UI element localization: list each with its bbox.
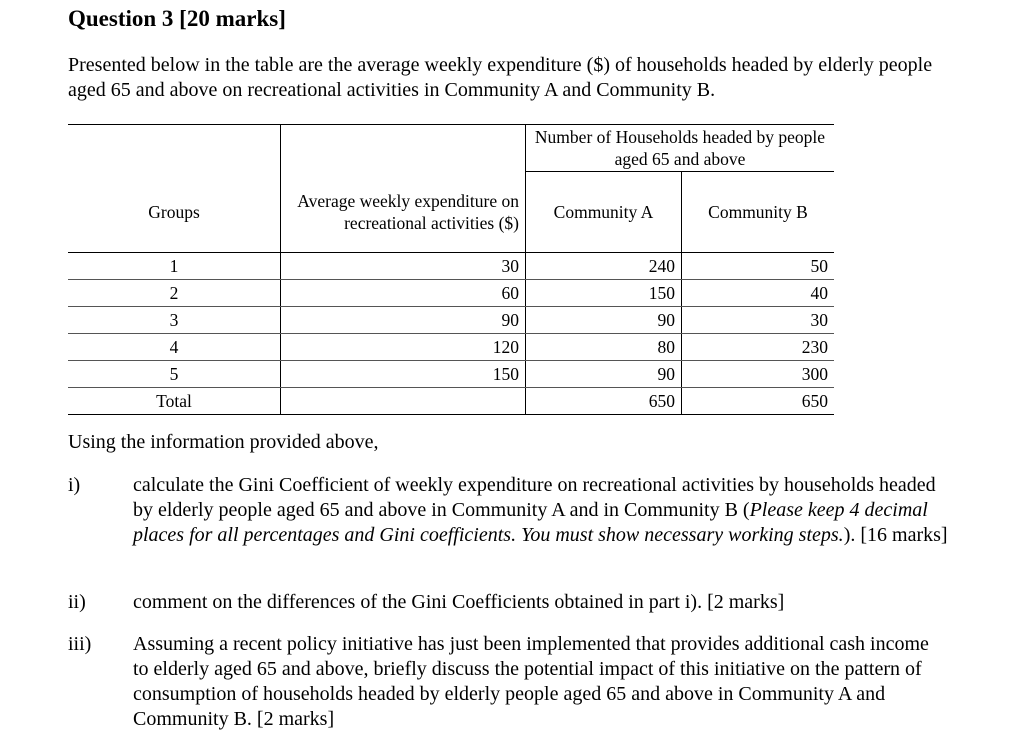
part-text-end: ). [16 marks]: [843, 524, 948, 546]
expenditure-table: [68, 124, 834, 415]
cell-group: 4: [68, 334, 281, 361]
table-header-top-row: [68, 125, 834, 172]
col-header-expenditure: Average weekly expenditure on recreational activities ($): [281, 172, 526, 253]
cell-group: 2: [68, 280, 281, 307]
table-row: [68, 334, 834, 361]
part-text: [133, 473, 948, 548]
table-header-row: [68, 172, 834, 253]
header-blank-expenditure: [281, 125, 526, 172]
table-row: [68, 253, 834, 280]
cell-expenditure: 30: [281, 253, 526, 280]
cell-community-a: 80: [526, 334, 682, 361]
intro-paragraph: Presented below in the table are the average weekly expenditure ($) of households headed by elderly people aged 65 and above on recreational activities in Community A and Community B.: [68, 54, 933, 101]
part-label: ii): [68, 591, 86, 613]
col-header-community-a: Community A: [526, 172, 682, 253]
table-total-row: [68, 388, 834, 415]
cell-expenditure: 60: [281, 280, 526, 307]
header-blank-groups: [68, 125, 281, 172]
cell-group: 5: [68, 361, 281, 388]
cell-total-label: Total: [68, 388, 281, 415]
part-text: comment on the differences of the Gini Coefficients obtained in part i). [2 marks]: [133, 591, 785, 613]
part-text-italic: Please keep 4 decimal places for all percentages and Gini coefficients. You must show necessary working steps.: [133, 499, 928, 546]
part-label: i): [68, 474, 81, 496]
col-header-community-b: Community B: [682, 172, 835, 253]
cell-community-b: 30: [682, 307, 835, 334]
cell-community-a: 90: [526, 361, 682, 388]
col-header-groups: Groups: [68, 172, 281, 253]
table-row: [68, 307, 834, 334]
table-row: [68, 361, 834, 388]
lead-sentence: Using the information provided above,: [68, 431, 379, 453]
cell-group: 1: [68, 253, 281, 280]
households-group-header: Number of Households headed by people aged 65 and above: [526, 125, 835, 172]
cell-expenditure: 120: [281, 334, 526, 361]
cell-expenditure: 150: [281, 361, 526, 388]
cell-community-b: 230: [682, 334, 835, 361]
cell-community-b: 40: [682, 280, 835, 307]
cell-expenditure: 90: [281, 307, 526, 334]
cell-total-expenditure-blank: [281, 388, 526, 415]
table-row: [68, 280, 834, 307]
cell-community-b: 300: [682, 361, 835, 388]
cell-community-a: 240: [526, 253, 682, 280]
cell-total-community-b: 650: [682, 388, 835, 415]
cell-community-a: 90: [526, 307, 682, 334]
part-label: iii): [68, 633, 92, 655]
cell-group: 3: [68, 307, 281, 334]
part-text: Assuming a recent policy initiative has just been implemented that provides additional cash income to elderly aged 65 and above, briefly discuss the potential impact of this initiative on the pattern of consumption of households headed by elderly people aged 65 and above in Community A and Community B. [2 marks]: [133, 633, 929, 730]
cell-community-b: 50: [682, 253, 835, 280]
cell-total-community-a: 650: [526, 388, 682, 415]
cell-community-a: 150: [526, 280, 682, 307]
part-text-main: calculate the Gini Coefficient of weekly expenditure on recreational activities by households headed by elderly people aged 65 and above in Community A and in Community B (: [133, 474, 936, 521]
question-heading: Question 3 [20 marks]: [68, 6, 286, 31]
